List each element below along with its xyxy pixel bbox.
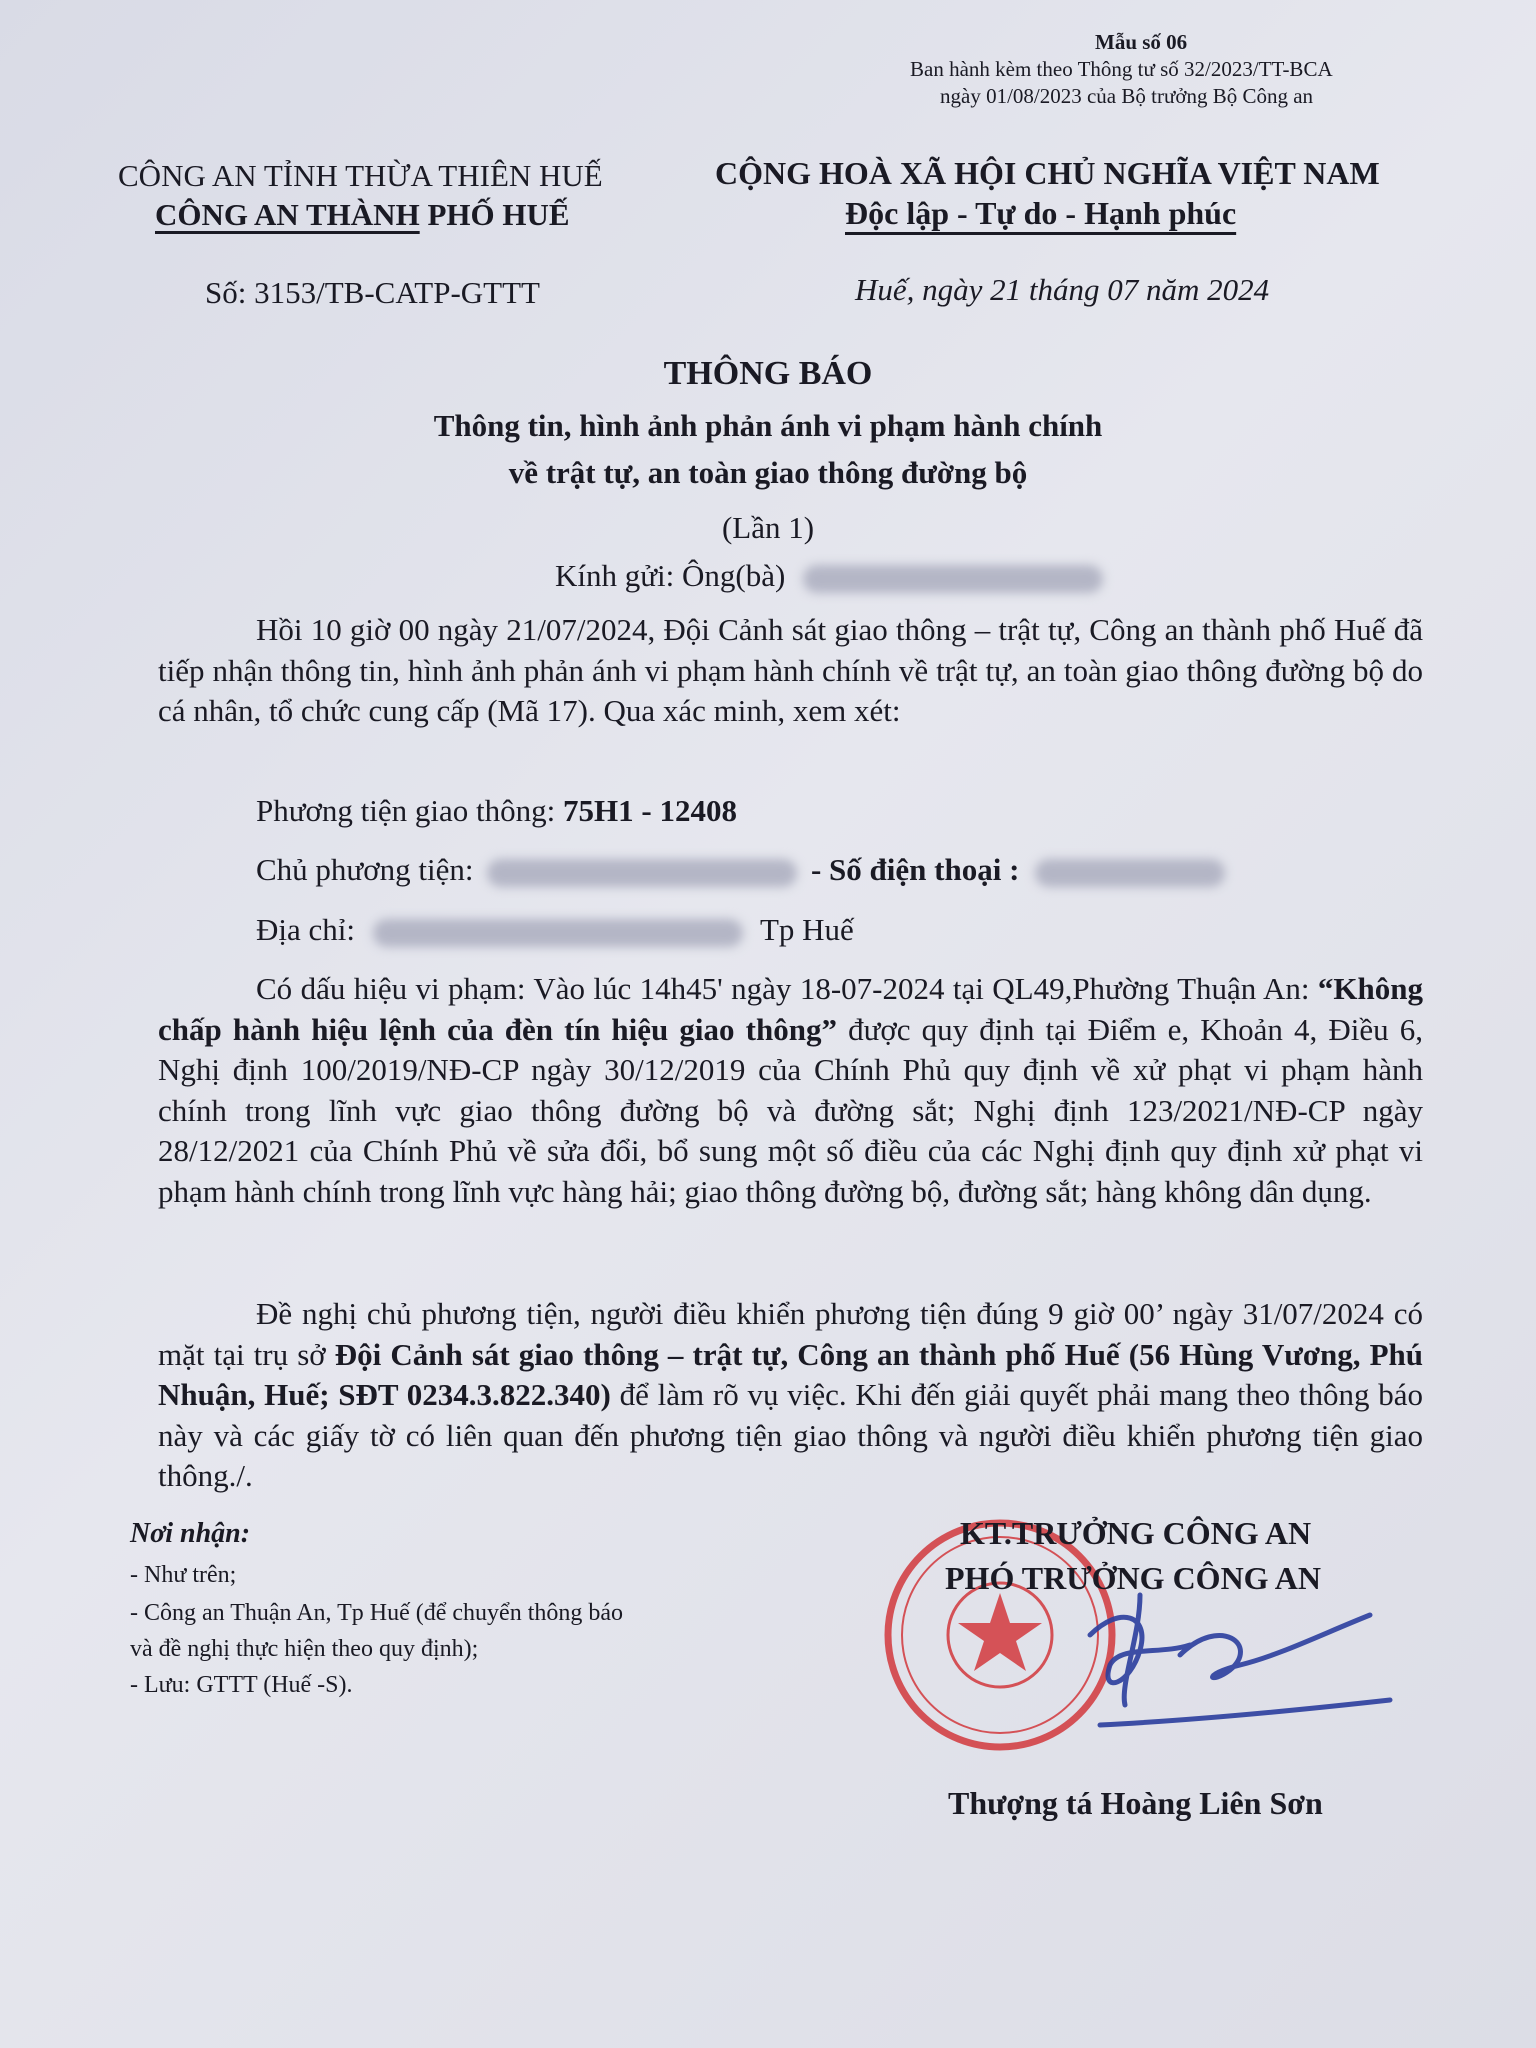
request-paragraph [158,1294,1423,1497]
phone-label: - Số điện thoại : [810,852,1020,887]
redacted-owner [487,859,797,887]
vehicle-line [256,793,737,829]
form-code: Mẫu số 06 [1095,30,1188,54]
recipients-title: Nơi nhận: [130,1518,251,1549]
address-line [256,912,854,948]
round-number: (Lần 1) [721,510,815,545]
agency-parent: CÔNG AN TỈNH THỪA THIÊN HUẾ [118,158,603,193]
form-issued-with: Ban hành kèm theo Thông tư số 32/2023/TT-BCA [910,57,1333,81]
violation-text-2: được quy định tại Điểm e, Khoản 4, Điều 6, Nghị định 100/2019/NĐ-CP ngày 30/12/2019 của Chính Phủ quy định về xử phạt vi phạm hành chính trong lĩnh vực giao thông đường bộ và đường sắt; Nghị định 123/2021/NĐ-CP ngày 28/12/2021 của Chính Phủ về sửa đổi, bổ sung một số điều của các Nghị định quy định xử phạt vi phạm hành chính trong lĩnh vực hàng hải; giao thông đường bộ, đường sắt; hàng không dân dụng. [158,1011,1424,1209]
place-date: Huế, ngày 21 tháng 07 năm 2024 [855,272,1270,307]
request-text-2: để làm rõ vụ việc. Khi đến giải quyết phải mang theo thông báo này và các giấy tờ có liên quan đến phương tiện giao thông và người điều khiển phương tiện giao thông./. [158,1377,1423,1493]
violation-text-1: Có dấu hiệu vi phạm: Vào lúc 14h45' ngày 18-07-2024 tại QL49,Phường Thuận An: [256,971,1318,1006]
address-label: Địa chỉ: [256,912,355,947]
agency-name [155,197,570,233]
signature-title-2: PHÓ TRƯỞNG CÔNG AN [945,1560,1322,1596]
signer-name: Thượng tá Hoàng Liên Sơn [948,1785,1323,1821]
agency-name-underlined: CÔNG AN THÀNH [155,197,420,232]
address-city: Tp Huế [759,912,854,947]
recipient-item: và đề nghị thực hiện theo quy định); [130,1636,479,1662]
recipient-line [555,558,1103,594]
document-subtitle-1: Thông tin, hình ảnh phản ánh vi phạm hành chính [433,408,1103,443]
redacted-phone [1035,859,1225,887]
violation-bold: “Không chấp hành hiệu lệnh của đèn tín hiệu giao thông” [158,971,1423,1047]
document-subtitle-2: về trật tự, an toàn giao thông đường bộ [508,455,1028,490]
violation-paragraph [158,969,1423,1212]
request-text-1: Đề nghị chủ phương tiện, người điều khiển phương tiện đúng 9 giờ 00’ ngày 31/07/2024 có mặt tại trụ sở [158,1296,1423,1372]
document-number: Số: 3153/TB-CATP-GTTT [205,275,540,310]
intro-paragraph: Hồi 10 giờ 00 ngày 21/07/2024, Đội Cảnh sát giao thông – trật tự, Công an thành phố Huế đã tiếp nhận thông tin, hình ảnh phản ánh vi phạm hành chính về trật tự, an toàn giao thông đường bộ do cá nhân, tổ chức cung cấp (Mã 17). Qua xác minh, xem xét: [158,612,1423,728]
redacted-address [373,919,743,947]
vehicle-label: Phương tiện giao thông: [256,793,564,828]
motto: Độc lập - Tự do - Hạnh phúc [845,195,1237,231]
vehicle-plate: 75H1 - 12408 [563,793,737,828]
recipient-label: Kính gửi: Ông(bà) [555,558,786,593]
document-title: THÔNG BÁO [663,355,873,392]
recipient-item: - Như trên; [130,1562,237,1588]
owner-line [256,852,1225,888]
signature-mark [1080,1575,1410,1755]
owner-label: Chủ phương tiện: [256,852,474,887]
redacted-name [803,565,1103,593]
form-issued-date: ngày 01/08/2023 của Bộ trưởng Bộ Công an [940,84,1314,108]
recipient-item: - Công an Thuận An, Tp Huế (để chuyển thông báo [130,1600,624,1626]
signature-title-1: KT.TRƯỞNG CÔNG AN [960,1515,1312,1551]
nation-title: CỘNG HOÀ XÃ HỘI CHỦ NGHĨA VIỆT NAM [715,155,1380,191]
recipient-item: - Lưu: GTTT (Huế -S). [130,1672,353,1698]
request-bold: Đội Cảnh sát giao thông – trật tự, Công an thành phố Huế (56 Hùng Vương, Phú Nhuận, Huế; SĐT 0234.3.822.340) [158,1336,1424,1412]
agency-name-rest: PHỐ HUẾ [419,197,570,232]
